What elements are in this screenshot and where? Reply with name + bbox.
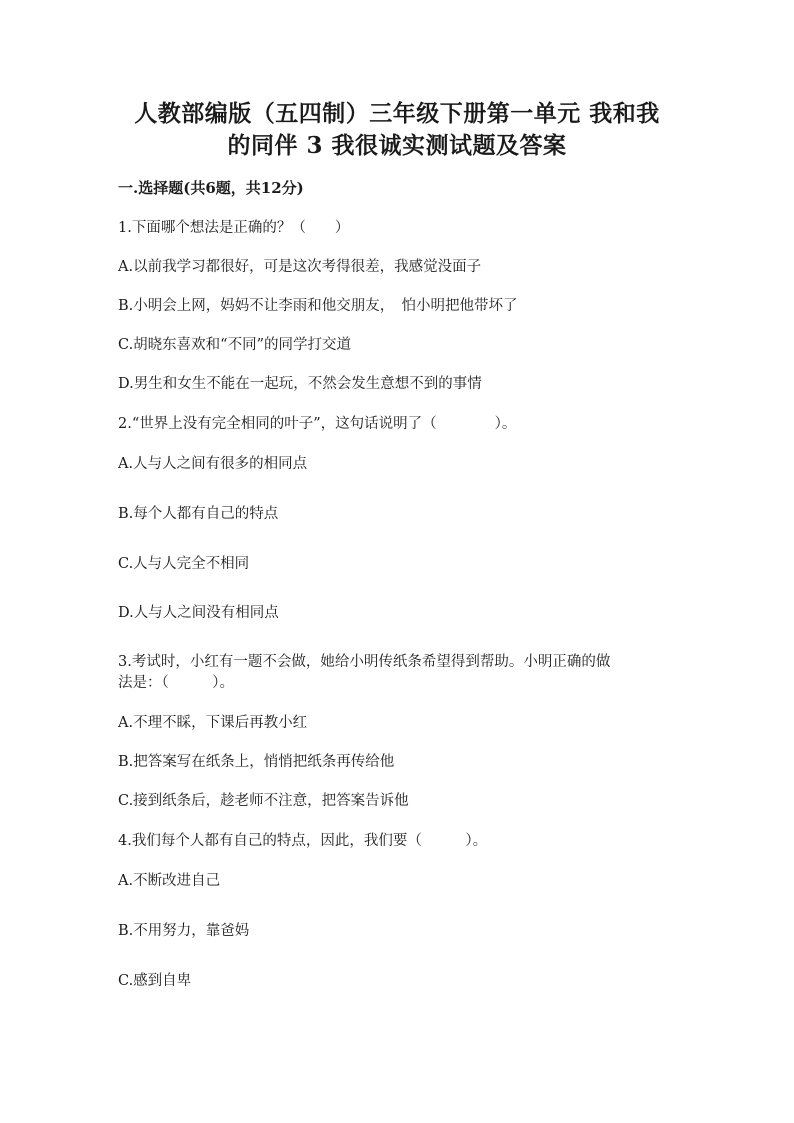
question-3-option-b: B.把答案写在纸条上，悄悄把纸条再传给他: [118, 754, 395, 770]
question-3-option-c: C.接到纸条后，趁老师不注意，把答案告诉他: [118, 793, 409, 809]
question-4-option-b: B.不用努力，靠爸妈: [118, 923, 250, 939]
section-heading: 一.选择题(共6题，共12分): [118, 179, 304, 197]
document-title-line-1: 人教部编版（五四制）三年级下册第一单元 我和我: [134, 100, 660, 127]
question-3-option-a: A.不理不睬，下课后再教小红: [118, 715, 308, 731]
document-title-line-2: 的同伴 3 我很诚实测试题及答案: [227, 132, 567, 159]
question-1-option-b: B.小明会上网，妈妈不让李雨和他交朋友， 怕小明把他带坏了: [118, 298, 518, 314]
question-3-stem-line-1: 3.考试时，小红有一题不会做，她给小明传纸条希望得到帮助。小明正确的做: [118, 654, 611, 670]
question-4-option-c: C.感到自卑: [118, 973, 192, 989]
question-1-stem: 1.下面哪个想法是正确的？（ ）: [118, 220, 350, 236]
question-2-option-a: A.人与人之间有很多的相同点: [118, 456, 308, 472]
question-2-option-c: C.人与人完全不相同: [118, 556, 250, 572]
question-1-option-d: D.男生和女生不能在一起玩，不然会发生意想不到的事情: [118, 376, 482, 392]
question-1-option-c: C.胡晓东喜欢和“不同”的同学打交道: [118, 337, 352, 353]
question-2-option-d: D.人与人之间没有相同点: [118, 605, 279, 621]
question-4-option-a: A.不断改进自己: [118, 873, 221, 889]
question-1-option-a: A.以前我学习都很好，可是这次考得很差，我感觉没面子: [118, 259, 482, 275]
question-3-stem-line-2: 法是：（ ）。: [118, 675, 234, 691]
question-2-option-b: B.每个人都有自己的特点: [118, 506, 279, 522]
question-4-stem: 4.我们每个人都有自己的特点，因此，我们要（ ）。: [118, 833, 488, 849]
question-2-stem: 2.“世界上没有完全相同的叶子”，这句话说明了（ ）。: [118, 416, 517, 432]
